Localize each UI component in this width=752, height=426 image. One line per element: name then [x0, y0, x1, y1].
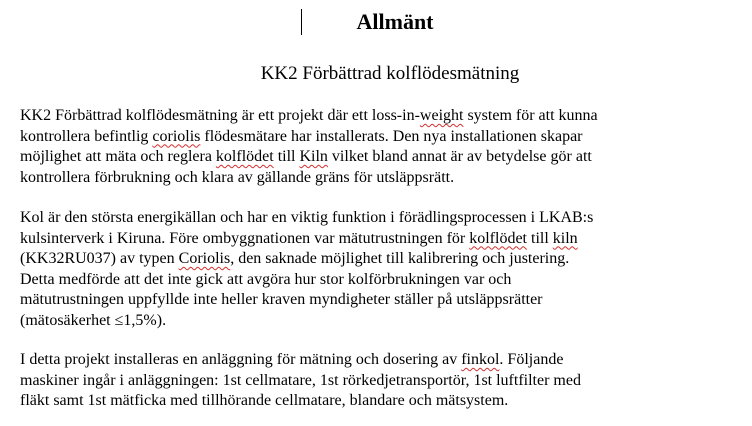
spelling-flagged-word[interactable]: Kiln	[299, 148, 328, 165]
text-run: kulsinterverk i Kiruna. Före ombyggnationen var mätutrustningen för	[20, 229, 470, 247]
heading-allmant: Allmänt	[356, 9, 434, 34]
text-line	[20, 311, 740, 332]
spelling-flagged-word[interactable]: finkol	[461, 351, 500, 368]
section-title: KK2 Förbättrad kolflödesmätning	[260, 63, 520, 84]
text-line	[20, 127, 740, 148]
paragraph-3	[20, 350, 740, 412]
text-run: Detta medförde att det inte gick att avgöra hur stor kolförbrukningen var och	[20, 270, 512, 288]
text-run: flödesmätare har installerats. Den nya installationen skapar	[200, 127, 583, 145]
spelling-flagged-word[interactable]: weight	[419, 107, 464, 124]
text-line	[20, 147, 740, 168]
paragraph-1	[20, 106, 740, 188]
text-run: kontrollera förbrukning och klara av gällande gräns för utsläppsrätt.	[20, 168, 455, 186]
text-run: system för att kunna	[463, 107, 598, 124]
paragraph-2	[20, 208, 740, 331]
text-run: kontrollera befintlig	[20, 127, 153, 145]
text-line	[20, 229, 740, 250]
text-line	[20, 371, 740, 392]
text-line	[20, 391, 740, 412]
text-line	[20, 350, 740, 371]
text-line	[20, 290, 740, 311]
spelling-flagged-word[interactable]: coriolis	[152, 127, 201, 145]
spelling-flagged-word[interactable]: kolflödet	[469, 229, 527, 247]
spelling-flagged-word[interactable]: Coriolis	[178, 250, 231, 267]
text-run: . Följande	[499, 351, 564, 368]
text-run: möjlighet att mäta och reglera	[20, 148, 216, 165]
text-line	[20, 208, 740, 229]
text-run: (mätosäkerhet ≤1,5%).	[20, 311, 167, 329]
text-line	[20, 270, 740, 291]
text-run: KK2 Förbättrad kolflödesmätning är ett projekt där ett loss-in-	[20, 107, 420, 124]
text-run: mätutrustningen uppfyllde inte heller kraven myndigheter ställer på utsläppsrätter	[20, 291, 543, 308]
text-run: , den saknade möjlighet till kalibrering och justering.	[230, 250, 570, 267]
text-line	[20, 168, 740, 189]
text-line	[20, 106, 740, 127]
text-run: till	[273, 148, 300, 165]
spelling-flagged-word[interactable]: kiln	[552, 229, 578, 247]
text-run: maskiner ingår i anläggningen: 1st cellmatare, 1st rörkedjetransportör, 1st luftfilter med	[20, 371, 581, 389]
text-line	[20, 249, 740, 270]
text-run: (KK32RU037) av typen	[20, 250, 179, 267]
spelling-flagged-word[interactable]: kolflödet	[215, 148, 274, 165]
text-run: Kol är den största energikällan och har en viktig funktion i förädlingsprocessen i LKAB:s	[20, 209, 594, 226]
text-run: I detta projekt installeras en anläggning för mätning och dosering av	[20, 351, 462, 368]
text-run: fläkt samt 1st mätficka med tillhörande cellmatare, blandare och mätsystem.	[20, 392, 509, 409]
text-run: till	[527, 229, 553, 247]
text-run: vilket bland annat är av betydelse gör att	[327, 148, 592, 165]
